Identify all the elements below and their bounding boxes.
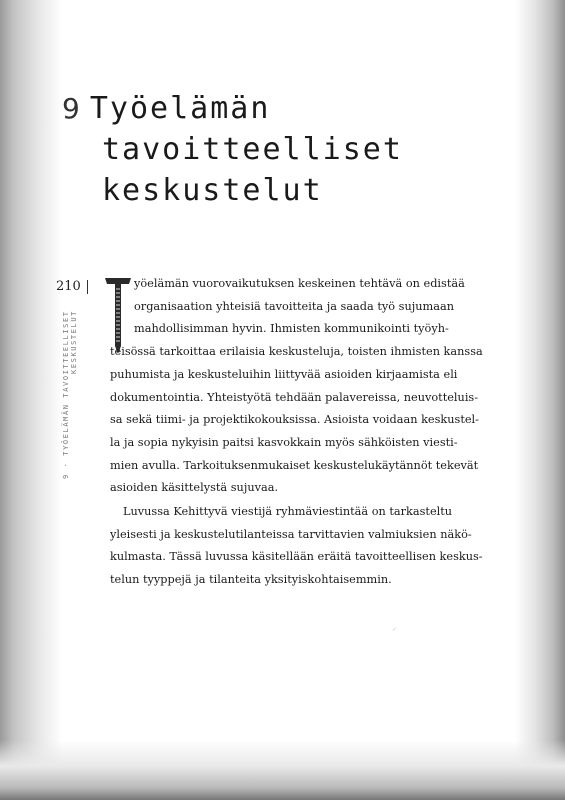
scan-smudge: ⸝ — [392, 623, 397, 633]
chapter-title-line-1 — [62, 88, 482, 129]
paragraph-1-line: teisössä tarkoittaa erilaisia keskusteluja, toisten ihmisten kanssa — [110, 345, 483, 359]
paragraph-2-line: Luvussa Kehittyvä viestijä ryhmäviestintää on tarkasteltu — [123, 505, 453, 519]
page-number-rule — [87, 280, 88, 294]
paragraph-1-line: mahdollisimman hyvin. Ihmisten kommunikointi työyh- — [134, 322, 449, 336]
chapter-title-line-2: tavoitteelliset — [102, 132, 403, 167]
paragraph-2-line: telun tyyppejä ja tilanteita yksityiskohtaisemmin. — [110, 573, 392, 587]
chapter-title — [62, 88, 482, 211]
paragraph-2-line: kulmasta. Tässä luvussa käsitellään eräitä tavoitteellisen keskus- — [110, 550, 483, 564]
paragraph-2-line: yleisesti ja keskustelutilanteissa tarvittavien valmiuksien näkö- — [110, 527, 472, 541]
paragraph-1-line: organisaation yhteisiä tavoitteita ja saada työ sujumaan — [134, 299, 454, 313]
paragraph-1-line: yöelämän vuorovaikutuksen keskeinen tehtävä on edistää — [134, 277, 465, 290]
paragraph-1-line: la ja sopia nykyisin paitsi kasvokkain myös sähköisten viesti- — [110, 435, 458, 449]
paragraph-1-line: dokumentointia. Yhteistyötä tehdään palavereissa, neuvotteluis- — [110, 390, 479, 404]
paragraph-1-line: asioiden käsittelystä sujuvaa. — [110, 481, 279, 495]
paragraph-1-line: puhumista ja keskusteluihin liittyvää asioiden kirjaamista eli — [110, 367, 458, 381]
chapter-title-line-3: keskustelut — [102, 173, 323, 208]
chapter-title-word-1: Työelämän — [89, 91, 271, 126]
paragraph-1-line: sa sekä tiimi- ja projektikokouksissa. Asioista voidaan keskustel- — [110, 413, 479, 427]
running-head: 9 · TYÖELÄMÄN TAVOITTEELLISET KESKUSTELUT — [62, 310, 78, 479]
chapter-number: 9 — [62, 92, 80, 125]
body-text — [110, 273, 483, 592]
paragraph-1-line: mien avulla. Tarkoituksenmukaiset keskustelukäytännöt tekevät — [110, 458, 479, 472]
page-number: 210 — [56, 279, 81, 294]
